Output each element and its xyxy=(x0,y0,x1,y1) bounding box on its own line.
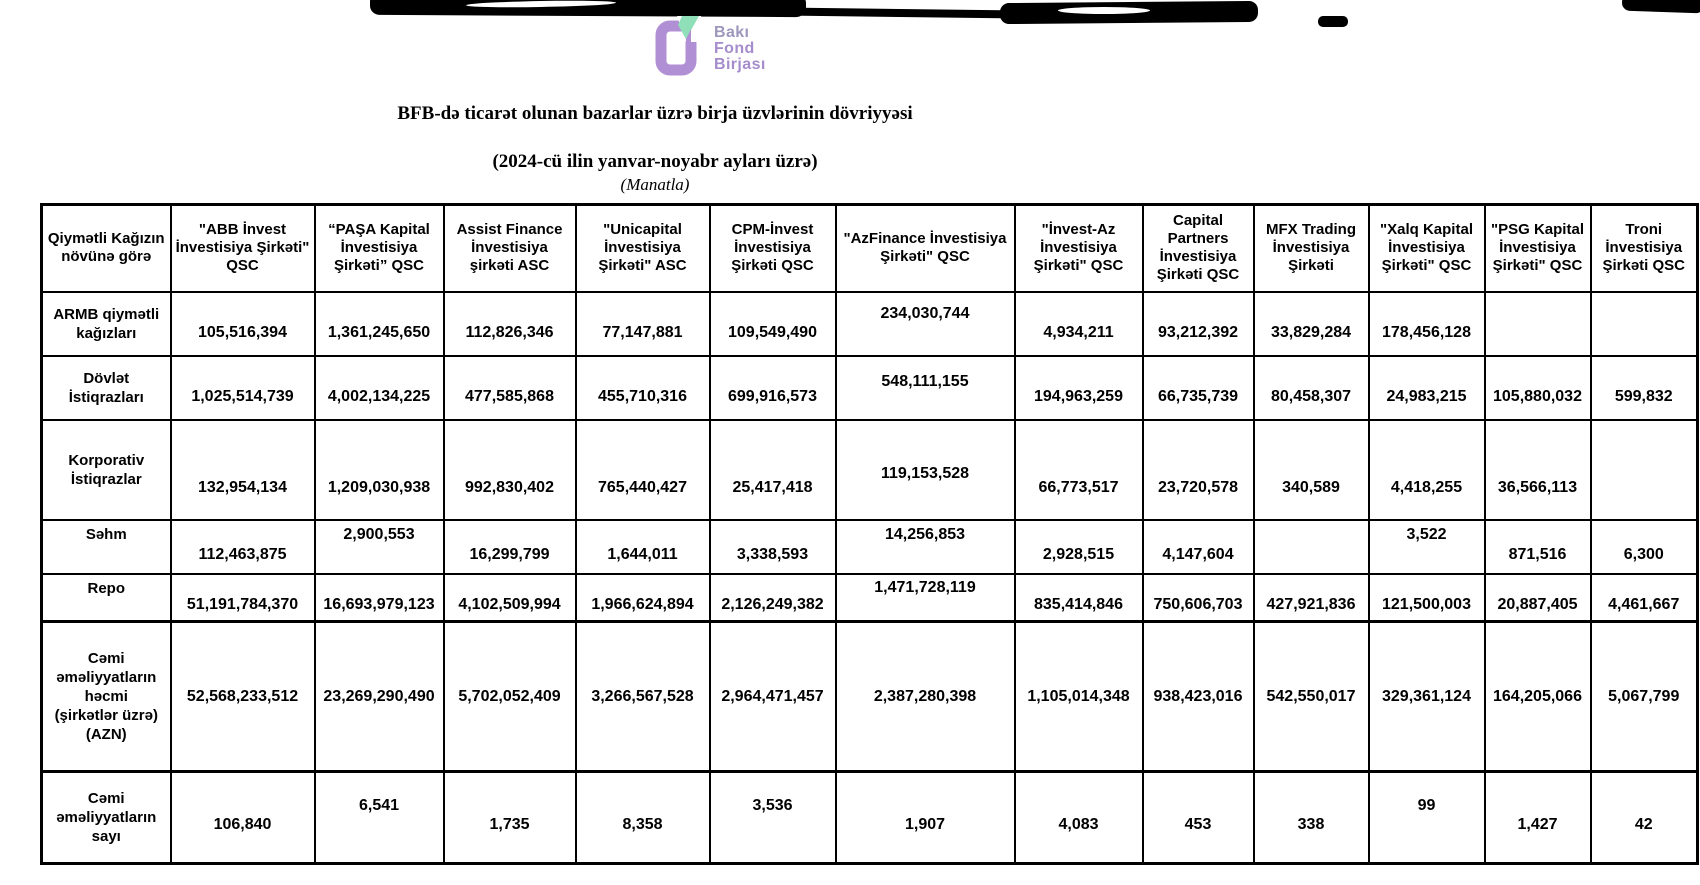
value-cell: 99 xyxy=(1369,772,1485,864)
value-cell: 2,126,249,382 xyxy=(710,574,836,622)
value-cell: 5,067,799 xyxy=(1591,622,1698,772)
value-cell: 938,423,016 xyxy=(1143,622,1254,772)
period-subtitle: (2024-cü ilin yanvar-noyabr ayları üzrə) xyxy=(492,151,818,172)
column-header: "PSG Kapital İnvestisiya Şirkəti" QSC xyxy=(1485,205,1591,292)
value-cell: 80,458,307 xyxy=(1254,356,1369,420)
value-cell: 93,212,392 xyxy=(1143,292,1254,356)
turnover-table xyxy=(40,203,1699,865)
value-cell: 4,083 xyxy=(1015,772,1143,864)
unit-note: (Manatla) xyxy=(620,175,690,194)
value-cell: 455,710,316 xyxy=(576,356,710,420)
bfb-logo-icon xyxy=(655,16,701,76)
column-header: MFX Trading İnvestisiya Şirkəti xyxy=(1254,205,1369,292)
column-header: Assist Finance İnvestisiya şirkəti ASC xyxy=(444,205,576,292)
value-cell: 992,830,402 xyxy=(444,420,576,520)
redaction-scribble-gap xyxy=(1058,7,1150,14)
value-cell: 42 xyxy=(1591,772,1698,864)
value-cell: 2,900,553 xyxy=(315,520,444,574)
value-cell: 112,826,346 xyxy=(444,292,576,356)
value-cell: 3,266,567,528 xyxy=(576,622,710,772)
value-cell: 1,907 xyxy=(836,772,1015,864)
column-header: "İnvest-Az İnvestisiya Şirkəti" QSC xyxy=(1015,205,1143,292)
value-cell: 109,549,490 xyxy=(710,292,836,356)
value-cell: 33,829,284 xyxy=(1254,292,1369,356)
value-cell: 77,147,881 xyxy=(576,292,710,356)
value-cell: 16,693,979,123 xyxy=(315,574,444,622)
redaction-scribble xyxy=(1622,0,1700,13)
value-cell: 699,916,573 xyxy=(710,356,836,420)
value-cell: 14,256,853 xyxy=(836,520,1015,574)
value-cell: 3,522 xyxy=(1369,520,1485,574)
value-cell: 4,102,509,994 xyxy=(444,574,576,622)
table-row xyxy=(42,292,1698,356)
row-label: ARMB qiymətli kağızları xyxy=(42,292,171,356)
value-cell: 4,002,134,225 xyxy=(315,356,444,420)
value-cell: 1,644,011 xyxy=(576,520,710,574)
column-header: CPM-İnvest İnvestisiya Şirkəti QSC xyxy=(710,205,836,292)
value-cell: 835,414,846 xyxy=(1015,574,1143,622)
row-label: Cəmi əməliyyatların sayı xyxy=(42,772,171,864)
value-cell: 1,966,624,894 xyxy=(576,574,710,622)
value-cell: 16,299,799 xyxy=(444,520,576,574)
row-label: Korporativ İstiqrazlar xyxy=(42,420,171,520)
value-cell: 750,606,703 xyxy=(1143,574,1254,622)
logo-word-fond: Fond xyxy=(714,40,755,57)
value-cell: 340,589 xyxy=(1254,420,1369,520)
value-cell: 5,702,052,409 xyxy=(444,622,576,772)
column-header: Capital Partners İnvestisiya Şirkəti QSC xyxy=(1143,205,1254,292)
table-head xyxy=(42,205,1698,292)
value-cell: 51,191,784,370 xyxy=(171,574,315,622)
row-label: Cəmi əməliyyatların həcmi (şirkətlər üzrə) (AZN) xyxy=(42,622,171,772)
value-cell: 36,566,113 xyxy=(1485,420,1591,520)
value-cell: 25,417,418 xyxy=(710,420,836,520)
redaction-scribble xyxy=(798,8,1006,19)
value-cell: 66,735,739 xyxy=(1143,356,1254,420)
value-cell: 599,832 xyxy=(1591,356,1698,420)
value-cell: 8,358 xyxy=(576,772,710,864)
value-cell: 3,338,593 xyxy=(710,520,836,574)
row-label: Dövlət İstiqrazları xyxy=(42,356,171,420)
redaction-scribble xyxy=(1318,16,1348,27)
table-body xyxy=(42,292,1698,864)
column-header: "Xalq Kapital İnvestisiya Şirkəti" QSC xyxy=(1369,205,1485,292)
column-header: "Unicapital İnvestisiya Şirkəti" ASC xyxy=(576,205,710,292)
value-cell: 2,387,280,398 xyxy=(836,622,1015,772)
value-cell: 1,209,030,938 xyxy=(315,420,444,520)
value-cell: 548,111,155 xyxy=(836,356,1015,420)
value-cell: 24,983,215 xyxy=(1369,356,1485,420)
bfb-logo-wordmark xyxy=(714,16,766,73)
table-header-row xyxy=(42,205,1698,292)
value-cell: 1,025,514,739 xyxy=(171,356,315,420)
value-cell: 1,471,728,119 xyxy=(836,574,1015,622)
value-cell: 4,418,255 xyxy=(1369,420,1485,520)
column-header: "AzFinance İnvestisiya Şirkəti" QSC xyxy=(836,205,1015,292)
logo-word-birjasi: Birjası xyxy=(714,56,766,73)
value-cell: 477,585,868 xyxy=(444,356,576,420)
value-cell: 20,887,405 xyxy=(1485,574,1591,622)
value-cell: 1,361,245,650 xyxy=(315,292,444,356)
value-cell: 105,880,032 xyxy=(1485,356,1591,420)
value-cell: 112,463,875 xyxy=(171,520,315,574)
value-cell xyxy=(1485,292,1591,356)
value-cell: 1,105,014,348 xyxy=(1015,622,1143,772)
value-cell: 4,147,604 xyxy=(1143,520,1254,574)
value-cell: 427,921,836 xyxy=(1254,574,1369,622)
value-cell: 871,516 xyxy=(1485,520,1591,574)
column-header: "ABB İnvest İnvestisiya Şirkəti" QSC xyxy=(171,205,315,292)
page-title: BFB-də ticarət olunan bazarlar üzrə birja üzvlərinin dövriyyəsi xyxy=(397,103,913,124)
value-cell: 164,205,066 xyxy=(1485,622,1591,772)
table-row xyxy=(42,356,1698,420)
row-label: Repo xyxy=(42,574,171,622)
value-cell: 329,361,124 xyxy=(1369,622,1485,772)
value-cell: 6,300 xyxy=(1591,520,1698,574)
value-cell: 2,964,471,457 xyxy=(710,622,836,772)
value-cell: 1,735 xyxy=(444,772,576,864)
value-cell: 542,550,017 xyxy=(1254,622,1369,772)
column-header: Troni İnvestisiya Şirkəti QSC xyxy=(1591,205,1698,292)
value-cell: 23,720,578 xyxy=(1143,420,1254,520)
value-cell: 52,568,233,512 xyxy=(171,622,315,772)
table-row xyxy=(42,622,1698,772)
value-cell: 178,456,128 xyxy=(1369,292,1485,356)
value-cell: 4,934,211 xyxy=(1015,292,1143,356)
value-cell: 4,461,667 xyxy=(1591,574,1698,622)
value-cell: 1,427 xyxy=(1485,772,1591,864)
value-cell xyxy=(1591,292,1698,356)
value-cell: 121,500,003 xyxy=(1369,574,1485,622)
table-row xyxy=(42,574,1698,622)
table-row xyxy=(42,520,1698,574)
table-row xyxy=(42,772,1698,864)
value-cell: 2,928,515 xyxy=(1015,520,1143,574)
value-cell: 119,153,528 xyxy=(836,420,1015,520)
table-row xyxy=(42,420,1698,520)
value-cell: 105,516,394 xyxy=(171,292,315,356)
value-cell: 453 xyxy=(1143,772,1254,864)
value-cell: 66,773,517 xyxy=(1015,420,1143,520)
value-cell: 234,030,744 xyxy=(836,292,1015,356)
value-cell: 194,963,259 xyxy=(1015,356,1143,420)
value-cell: 765,440,427 xyxy=(576,420,710,520)
row-header-cell: Qiymətli Kağızın növünə görə xyxy=(42,205,171,292)
value-cell: 3,536 xyxy=(710,772,836,864)
logo-word-baki: Bakı xyxy=(714,24,750,41)
value-cell xyxy=(1254,520,1369,574)
value-cell: 106,840 xyxy=(171,772,315,864)
bfb-logo xyxy=(655,16,766,76)
value-cell xyxy=(1591,420,1698,520)
value-cell: 338 xyxy=(1254,772,1369,864)
column-header: “PAŞA Kapital İnvestisiya Şirkəti” QSC xyxy=(315,205,444,292)
value-cell: 6,541 xyxy=(315,772,444,864)
value-cell: 132,954,134 xyxy=(171,420,315,520)
value-cell: 23,269,290,490 xyxy=(315,622,444,772)
row-label: Səhm xyxy=(42,520,171,574)
